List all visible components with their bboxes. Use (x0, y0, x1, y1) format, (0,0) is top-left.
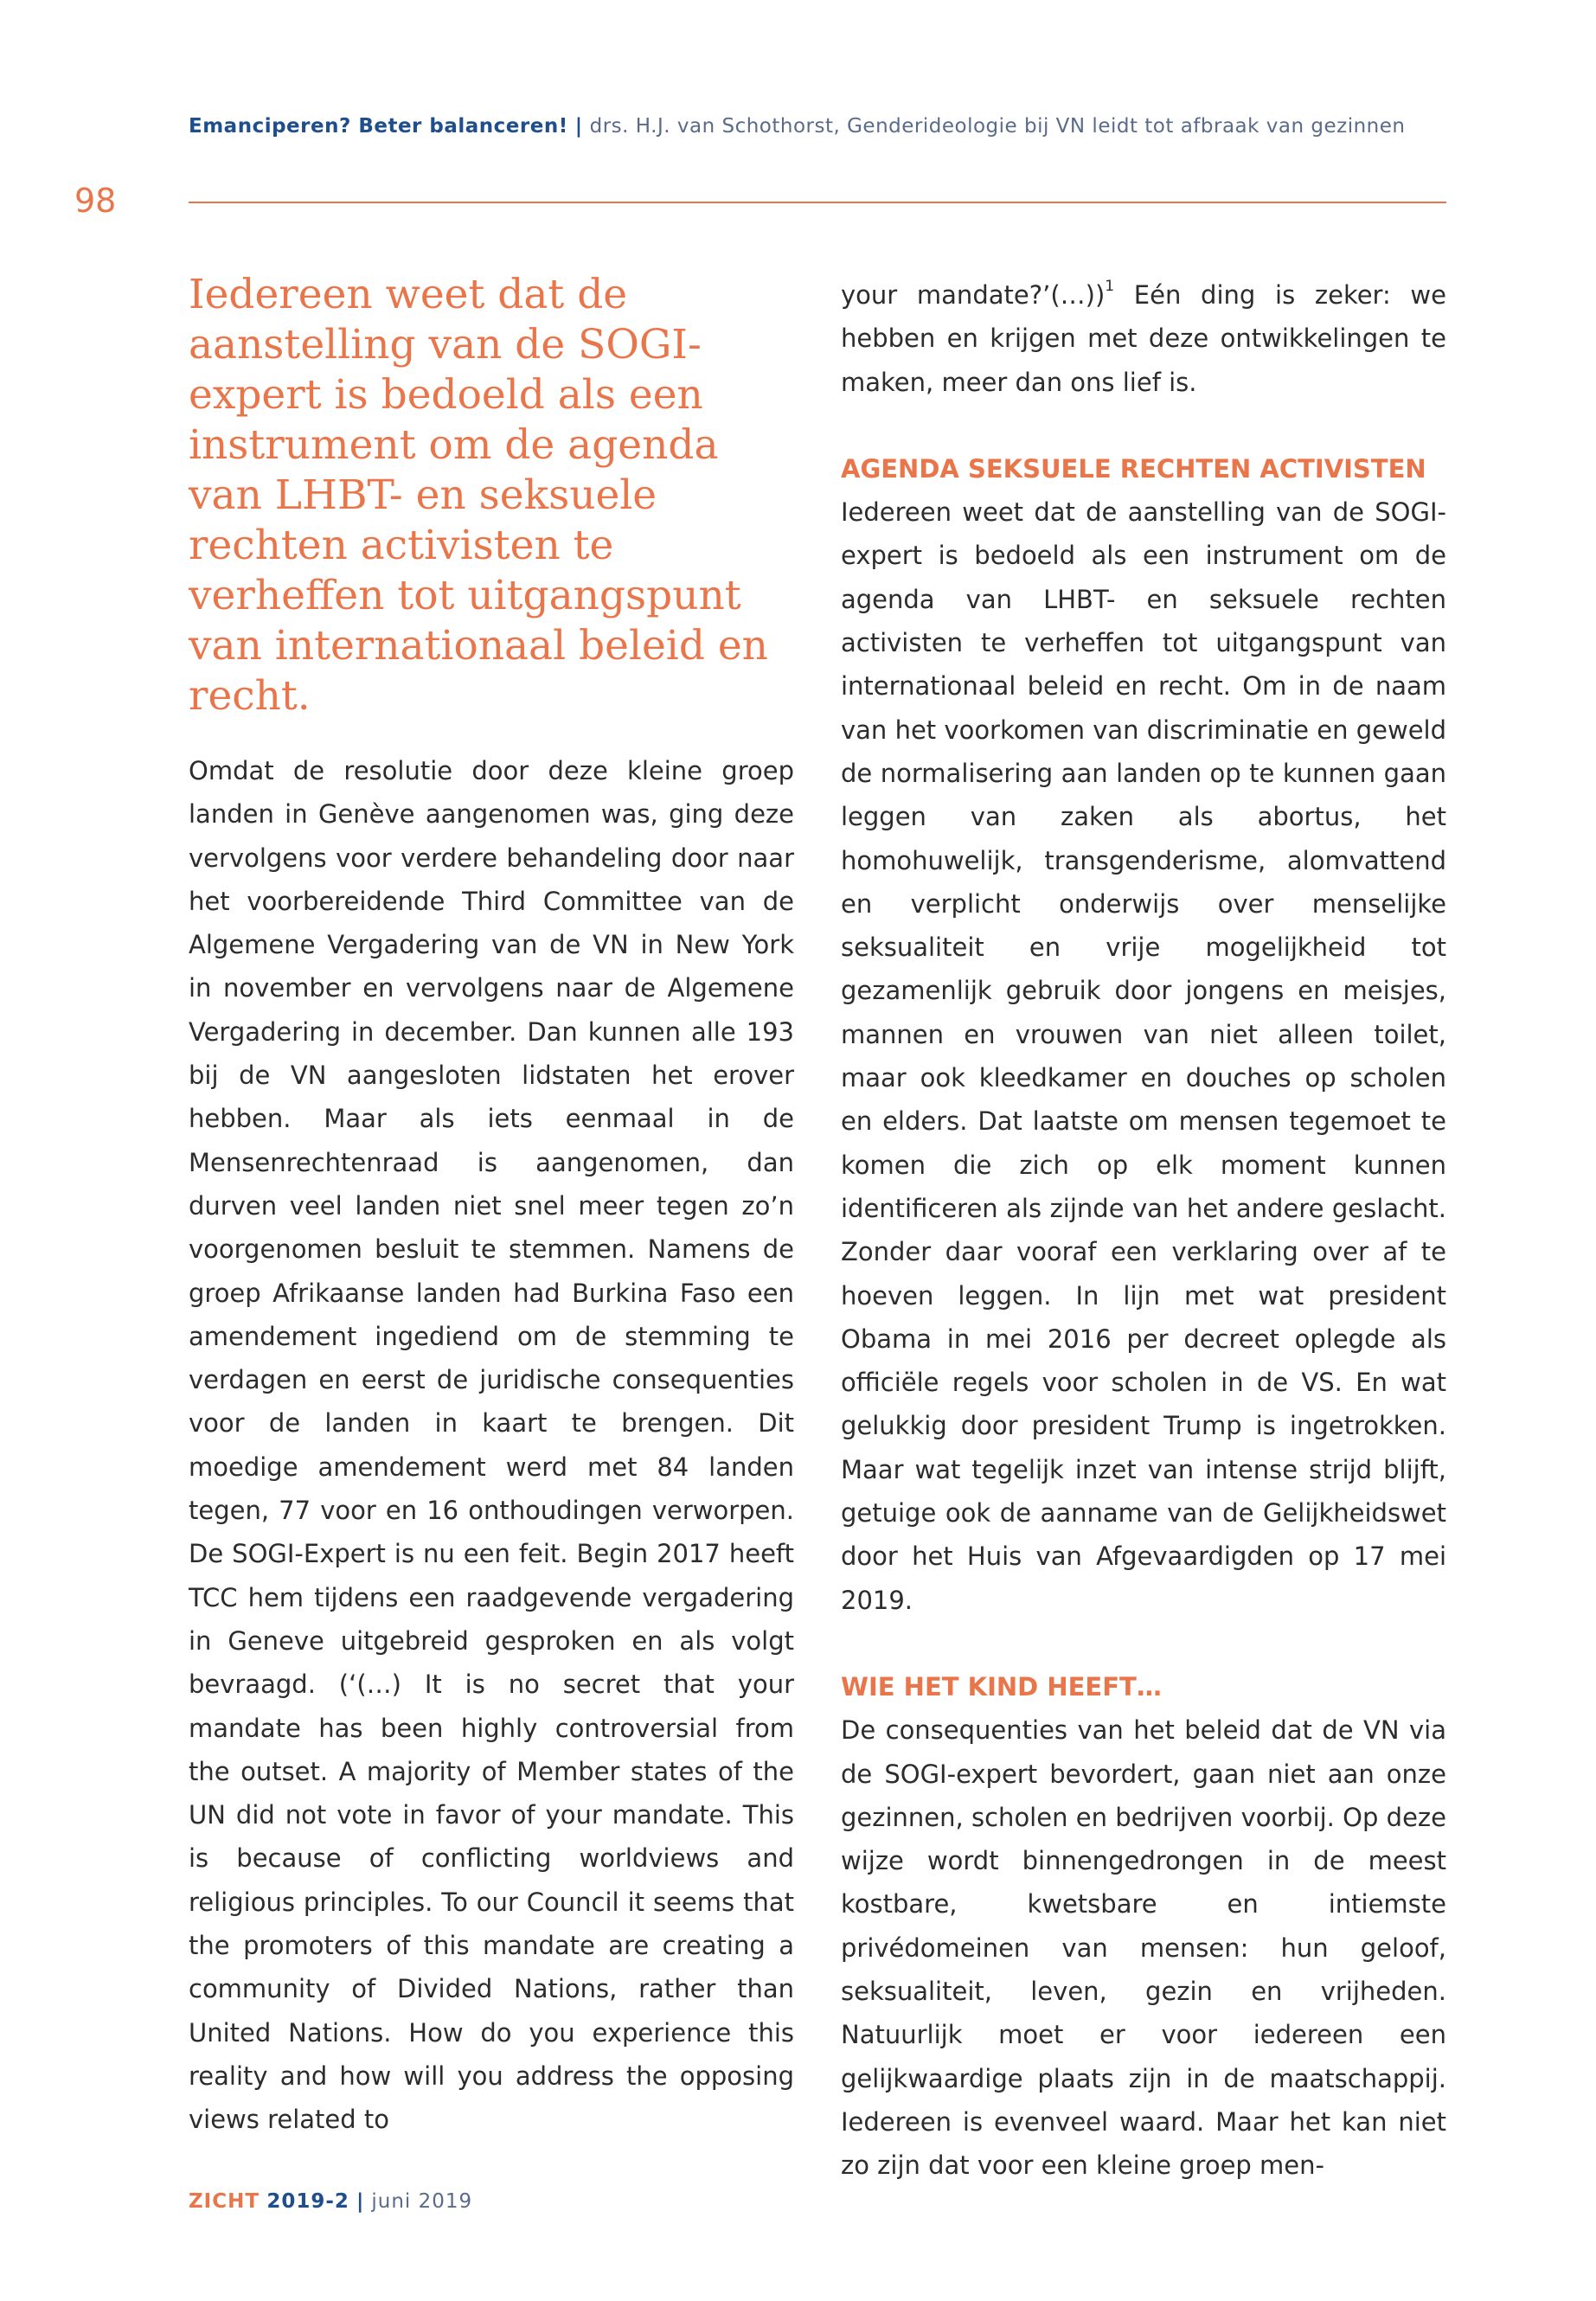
section-heading-agenda: AGENDA SEKSUELE RECHTEN ACTIVISTEN (841, 453, 1426, 484)
body-paragraph: Omdat de resolutie door deze kleine groep landen in Genève aangenomen was, ging deze vervolgens voor verdere behandeling door naar het voorbereidende Third Committee van de Algemene Vergadering van de VN in New York in november en vervolgens naar de Algemene Vergadering in december. Dan kunnen alle 193 bij de VN aangesloten lidstaten het erover hebben. Maar als iets eenmaal in de Mensenrechtenraad is aangenomen, dan durven veel landen niet snel meer tegen zo’n voorgenomen besluit te stemmen. Namens de groep Afrikaanse landen had Burkina Faso een amendement ingediend om de stemming te verdagen en eerst de juridische consequenties voor de landen in kaart te brengen. Dit moedige amendement werd met 84 landen tegen, 77 voor en 16 onthoudingen verworpen. De SOGI-Expert is nu een feit. Begin 2017 heeft TCC hem tijdens een raadgevende vergadering in Geneve uitgebreid gesproken en als volgt bevraagd. (‘(…) It is no secret that your mandate has been highly controversial from the outset. A majority of Member states of the UN did not vote in favor of your mandate. This is because of conflicting worldviews and religious principles. To our Council it seems that the promoters of this mandate are creating a community of Divided Nations, rather than United Nations. How do you experience this reality and how will you address the opposing views related to (189, 756, 794, 2135)
issue-number: 2019-2 (266, 2190, 349, 2213)
issue-date: juni 2019 (371, 2190, 473, 2213)
header-separator: | (574, 115, 583, 138)
section-paragraph-agenda: Iedereen weet dat de aanstelling van de SOGI-expert is bedoeld als een instrument om de agenda van LHBT- en seksuele rechten activisten te verheffen tot uitgangspunt van internationaal beleid en recht. Om in de naam van het voorkomen van discriminatie en geweld de normalisering aan landen op te kunnen gaan leggen van zaken als abortus, het homohuwelijk, transgenderisme, alomvattend en verplicht onderwijs over menselijke seksualiteit en vrije mogelijkheid tot gezamenlijk gebruik door jongens en meisjes, mannen en vrouwen van niet alleen toilet, maar ook kleedkamer en douches op scholen en elders. Dat laatste om mensen tegemoet te komen die zich op elk moment kunnen identificeren als zijnde van het andere geslacht. Zonder daar vooraf een verklaring over af te hoeven leggen. In lijn met wat president Obama in mei 2016 per decreet oplegde als officiële regels voor scholen in de VS. En wat gelukkig door president Trump is ingetrokken. Maar wat tegelijk inzet van intense strijd blijft, getuige ook de aanname van de Gelijkheidswet door het Huis van Afgevaardigden op 17 mei 2019. (841, 497, 1446, 1615)
article-info: drs. H.J. van Schothorst, Genderideologie bij VN leidt tot afbraak van gezinnen (589, 115, 1406, 138)
page-number: 98 (74, 182, 117, 220)
header-divider (189, 202, 1446, 203)
pull-quote: Iedereen weet dat de aanstelling van de SOGI-expert is bedoeld als een instrument om de agenda van LHBT- en seksuele rechten activisten te verheffen tot uitgangspunt van internationaal beleid en recht. (189, 271, 768, 720)
section-heading-kind: WIE HET KIND HEEFT… (841, 1671, 1162, 1702)
footer-separator: | (356, 2190, 365, 2213)
right-column (841, 273, 1446, 2187)
left-column (189, 749, 794, 2142)
continuation-paragraph (841, 273, 1446, 404)
page-footer (189, 2190, 472, 2213)
footnote-reference[interactable]: 1 (1105, 278, 1115, 296)
running-header (189, 115, 1452, 138)
magazine-name: ZICHT (189, 2190, 260, 2213)
continuation-text-start: your mandate?’(…)) (841, 280, 1106, 310)
section-paragraph-kind: De consequenties van het beleid dat de VN via de SOGI-expert bevordert, gaan niet aan onze gezinnen, scholen en bedrijven voorbij. Op deze wijze wordt binnengedrongen in de meest kostbare, kwetsbare en intiemste privédomeinen van mensen: hun geloof, seksualiteit, leven, gezin en vrijheden. Natuurlijk moet er voor iedereen een gelijkwaardige plaats zijn in de maatschappij. Iedereen is evenveel waard. Maar het kan niet zo zijn dat voor een kleine groep men- (841, 1715, 1446, 2181)
continuation-text-end: Eén ding is zeker: we hebben en krijgen met deze ontwikkelingen te maken, meer dan ons lief is. (841, 280, 1446, 397)
journal-title: Emanciperen? Beter balanceren! (189, 115, 568, 138)
